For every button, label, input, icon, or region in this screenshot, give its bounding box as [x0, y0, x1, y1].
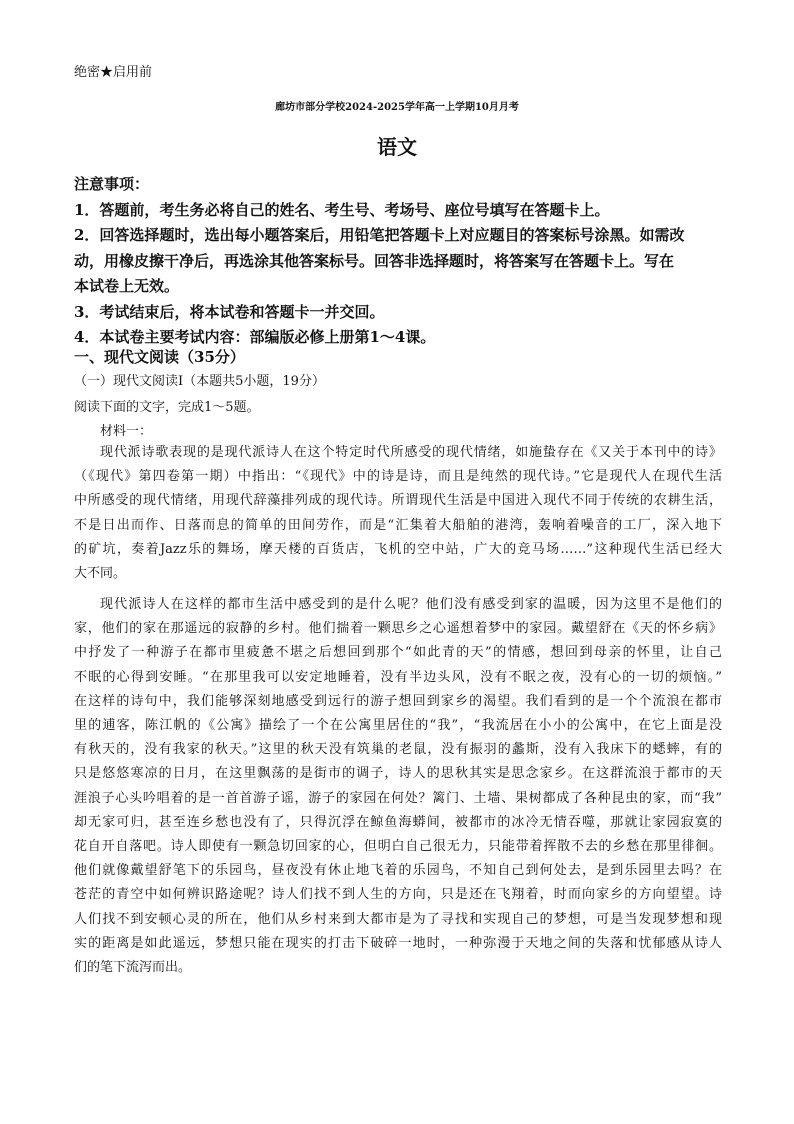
- exam-notes: [74, 172, 724, 351]
- notes-line: 2．回答选择题时，选出每小题答案后，用铅笔把答题卡上对应题目的答案标号涂黑。如需改: [74, 226, 685, 244]
- notes-line: 4．本试卷主要考试内容：部编版必修上册第1～4课。: [74, 328, 436, 346]
- passage-line: 在这样的诗句中，我们能够深刻地感受到远行的游子想回到家乡的渴望。我们看到的是一个个流浪在都市: [74, 693, 722, 709]
- subject-title: 语文: [377, 135, 417, 159]
- material-label: 材料一：: [100, 424, 153, 439]
- passage-line: 中所感受的现代情绪，用现代辞藻排列成的现代诗。所谓现代生活是中国进入现代不同于传统的农耕生活，: [74, 493, 722, 509]
- passage-line: 苍茫的青空中如何辨识路途呢？诗人们找不到人生的方向，只是还在飞翔着，时而向家乡的方向望望。诗: [74, 887, 722, 903]
- notes-line: 3．考试结束后，将本试卷和答题卡一并交回。: [74, 302, 385, 321]
- passage-line: 现代派诗歌表现的是现代派诗人在这个特定时代所感受的现代情绪，如施蛰存在《又关于本刊中的诗》: [100, 445, 722, 460]
- notes-line: 本试卷上无效。: [74, 277, 180, 295]
- confidential-mark: 绝密★启用前: [74, 65, 153, 80]
- passage-line: 人们找不到安顿心灵的所在，他们从乡村来到大都市是为了寻找和实现自己的梦想，可是当发现梦想和现: [74, 911, 722, 927]
- reading-instruction: 阅读下面的文字，完成1～5题。: [74, 400, 260, 415]
- passage-line: 们的笔下流泻而出。: [74, 960, 192, 976]
- notes-line: 1．答题前，考生务必将自己的姓名、考生号、考场号、座位号填写在答题卡上。: [74, 200, 610, 219]
- passage-line: 他们就像戴望舒笔下的乐园鸟，昼夜没有休止地飞着的乐园鸟，不知自己到何处去，是到乐园里去吗？在: [74, 863, 722, 879]
- passage-line: 花自开自落吧。诗人即使有一颗急切回家的心，但明白自己很无力，只能带着挥散不去的乡愁在那里徘徊。: [74, 839, 722, 855]
- passage-line: 不眠的心得到安睡。“在那里我可以安定地睡着，没有半边头风，没有不眠之夜，没有心的一切的烦恼。”: [74, 669, 722, 685]
- passage-line: 不是日出而作、日落而息的简单的田间劳作，而是“汇集着大船舶的港湾，轰响着噪音的工厂，深入地下: [74, 517, 722, 533]
- section-heading: 一、现代文阅读（35分）: [74, 348, 245, 366]
- passage-paragraph-2: [74, 593, 722, 980]
- passage-line: 中抒发了一种游子在都市里疲惫不堪之后想回到那个“如此青的天”的情感，想回到母亲的怀里，让自己: [74, 645, 722, 661]
- passage-line: 实的距离是如此遥远，梦想只能在现实的打击下破碎一地时，一种弥漫于天地之间的失落和忧郁感从诗人: [74, 935, 722, 951]
- passage-paragraph-1: [74, 441, 722, 586]
- passage-line: 里的逋客，陈江帆的《公寓》描绘了一个在公寓里居住的“我”，“我流居在小小的公寓中，在它上面是没: [74, 718, 722, 734]
- passage-line: 家，他们的家在那遥远的寂静的乡村。他们揣着一颗思乡之心遥想着梦中的家园。戴望舒在《天的怀乡病》: [74, 621, 722, 637]
- passage-line: （《现代》第四卷第一期）中指出：“《现代》中的诗是诗，而且是纯然的现代诗。”它是现代人在现代生活: [74, 469, 722, 485]
- passage-line: 大不同。: [74, 566, 127, 582]
- notes-heading: 注意事项：: [74, 175, 150, 193]
- passage-line: 有秋天的，没有我家的秋天。”这里的秋天没有筑巢的老鼠，没有振羽的蠡斯，没有入我床下的蟋蟀，有的: [74, 742, 722, 758]
- passage-line: 只是悠悠寒凉的日月，在这里飘荡的是街市的调子，诗人的思秋其实是思念家乡。在这群流浪于都市的天: [74, 766, 722, 782]
- notes-line: 动，用橡皮擦干净后，再选涂其他答案标号。回答非选择题时，将答案写在答题卡上。写在: [74, 251, 675, 270]
- passage-line: 现代派诗人在这样的都市生活中感受到的是什么呢？他们没有感受到家的温暖，因为这里不是他们的: [100, 597, 722, 612]
- passage-line: 涯浪子心头吟唱着的是一首首游子谣，游子的家园在何处？篱门、土墙、果树都成了各种昆虫的家，而“我”: [74, 790, 722, 806]
- passage-line: 的矿坑，奏着Jazz乐的舞场，摩天楼的百货店，飞机的空中站，广大的竞马场……”这种现代生活已经大: [74, 541, 722, 557]
- subsection-heading: （一）现代文阅读Ⅰ（本题共5小题，19分）: [74, 374, 325, 389]
- exam-title: 廊坊市部分学校2024-2025学年高一上学期10月月考: [275, 102, 519, 113]
- passage-line: 却无家可归，甚至连乡愁也没有了，只得沉浮在鲸鱼海蟒间，被都市的冰冷无情吞噬，那就让家园寂寞的: [74, 814, 722, 830]
